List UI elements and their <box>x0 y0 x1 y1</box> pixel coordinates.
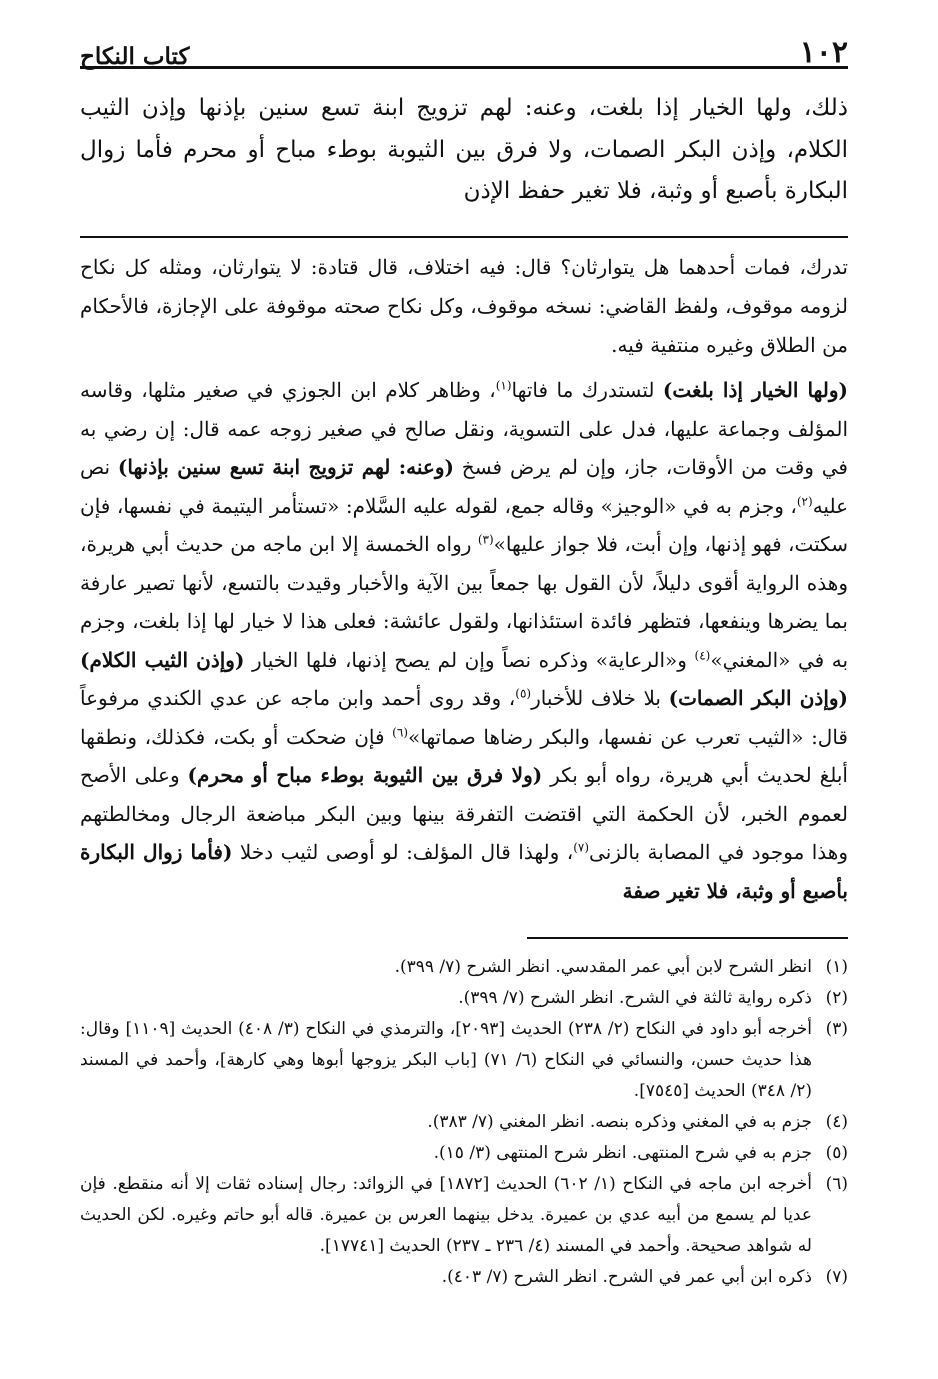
footnote <box>80 1169 848 1262</box>
footnote-text: جزم به في المغني وذكره بنصه. انظر المغني (٧/ ٣٨٣). <box>427 1112 812 1132</box>
footnote-ref: (٥) <box>515 686 532 701</box>
commentary-text: وعلى الأصح لعموم الخبر، لأن الحكمة التي اقتضت التفرقة بينها وبين البكر مباضعة الرجال ومخالطتهم وهذا موجود في المصابة بالزنى <box>80 763 849 864</box>
matn-text: ذلك، ولها الخيار إذا بلغت، وعنه: لهم تزويج ابنة تسع سنين بإذنها وإذن الثيب الكلام، وإذن البكر الصمات، ولا فرق بين الثيوبة بوطء مباح أو محرم فأما زوال البكارة بأصبع أو وثبة، فلا تغير حفظ الإذن <box>80 95 848 204</box>
footnote-ref: (٣) <box>477 532 494 547</box>
matn-quote: (وعنه: لهم تزويج ابنة تسع سنين بإذنها) <box>117 455 454 479</box>
matn-quote: (وإذن الثيب الكلام) <box>80 647 245 672</box>
footnote-number: (٥) <box>825 1143 848 1163</box>
commentary-text: لتستدرك ما فاتها <box>511 378 663 402</box>
footnote <box>80 952 848 983</box>
header-rule <box>80 66 848 69</box>
matn-quote: (فأما زوال البكارة بأصبع أو وثبة، فلا تغير صفة <box>80 840 848 903</box>
matn-quote: (ولها الخيار إذا بلغت) <box>662 378 848 402</box>
footnote-text: أخرجه أبو داود في النكاح (٢/ ٢٣٨) الحديث [٢٠٩٣]، والترمذي في النكاح (٣/ ٤٠٨) الحديث [١١٠٩] وقال: هذا حديث حسن، والنسائي في النكاح (٦/ ٧١) [باب البكر يزوجها أبوها وهي كارهة]، وأحمد في المسند (٢/ ٣٤٨) الحديث [٧٥٤٥]. <box>80 1019 813 1101</box>
footnote <box>80 1014 848 1107</box>
matn-quote: (ولا فرق بين الثيوبة بوطء مباح أو محرم) <box>187 763 543 787</box>
footnote-number: (٤) <box>825 1112 848 1132</box>
commentary-text: فإن ضحكت أو بكت، فكذلك، ونطقها أبلغ لحديث أبي هريرة، رواه أبو بكر <box>80 724 848 787</box>
commentary-text: رواه الخمسة إلا ابن ماجه من حديث أبي هريرة، وهذه الرواية أقوى دليلاً، لأن القول بها جمعاً بين الآية والأخبار وقيدت بالتسع، لأنها تصير عارفة بما يضرها وينفعها، فتظهر فائدة استئذانها، ولقول عائشة: فعلى هذا لا خيار لها إذا بلغت، وجزم به في «المغني» <box>80 532 849 672</box>
commentary-text: ، وقد روى أحمد وابن ماجه عن عدي الكندي مرفوعاً قال: «الثيب تعرب عن نفسها، والبكر رضاها صماتها» <box>80 686 848 749</box>
footnote-text: ذكره ابن أبي عمر في الشرح. انظر الشرح (٧/ ٤٠٣). <box>441 1267 812 1287</box>
footnote-ref: (٢) <box>796 493 813 508</box>
footnote-ref: (٧) <box>573 840 590 855</box>
footnote-number: (٢) <box>825 988 848 1008</box>
commentary-text: و«الرعاية» وذكره نصاً وإن لم يصح إذنها، فلها الخيار <box>244 647 695 672</box>
footnote <box>80 983 848 1014</box>
footnote-number: (١) <box>825 957 848 977</box>
footnote-number: (٦) <box>825 1174 848 1194</box>
commentary-text: نص عليه <box>80 455 848 518</box>
commentary-text: ، وظاهر كلام ابن الجوزي في صغير مثلها، وقاسه المؤلف وجماعة عليها، فدل على التسوية، ونقل صالح في صغير زوجه عمه قال: إن رضي به في وقت من الأوقات، جاز، وإن لم يرض فسخ <box>80 378 848 479</box>
footnote-number: (٧) <box>825 1267 848 1287</box>
footnote-number: (٣) <box>825 1019 848 1039</box>
footnote <box>80 1262 848 1293</box>
footnote-separator <box>527 937 848 939</box>
footnote-text: جزم به في شرح المنتهى. انظر شرح المنتهى (٣/ ١٥). <box>433 1143 812 1163</box>
commentary-text: ، وجزم به في «الوجيز» وقاله جمع، لقوله عليه السَّلام: «تستأمر اليتيمة في نفسها، فإن سكتت، فهو إذنها، وإن أبت، فلا جواز عليها» <box>80 493 848 556</box>
page-header <box>80 24 848 68</box>
footnotes <box>80 952 848 1293</box>
commentary-text: بلا خلاف للأخبار <box>531 686 669 710</box>
footnote-ref: (١) <box>495 378 512 393</box>
footnote <box>80 1107 848 1138</box>
footnote-ref: (٦) <box>392 724 408 739</box>
matn-separator <box>80 236 848 238</box>
footnote-text: انظر الشرح لابن أبي عمر المقدسي. انظر الشرح (٧/ ٣٩٩). <box>394 957 812 977</box>
sharh-paragraph-1: تدرك، فمات أحدهما هل يتوارثان؟ قال: فيه اختلاف، قال قتادة: لا يتوارثان، ومثله كل نكاح لزومه موقوف، ولفظ القاضي: نسخه موقوف، وكل نكاح صحته موقوفة على الإجازة، فالأحكام من الطلاق وغيره منتفية فيه. <box>80 255 848 357</box>
matn-quote: (وإذن البكر الصمات) <box>668 686 849 710</box>
commentary-text: ، ولهذا قال المؤلف: لو أوصى لثيب دخلا <box>232 840 574 864</box>
sharh-paragraph-2 <box>80 371 848 910</box>
footnote-ref: (٤) <box>694 647 711 662</box>
running-title: كتاب النكاح <box>80 43 190 70</box>
footnote-text: ذكره رواية ثالثة في الشرح. انظر الشرح (٧/ ٣٩٩). <box>458 988 812 1008</box>
footnote-text: أخرجه ابن ماجه في النكاح (١/ ٦٠٢) الحديث [١٨٧٢] في الزوائد: رجال إسناده ثقات إلا أنه منقطع. فإن عديا لم يسمع من أبيه عدي بن عميرة. يدخل بينهما العرس بن عميرة. قاله أبو حاتم وغيره. لكن الحديث له شواهد صحيحة. وأحمد في المسند (٤/ ٢٣٦ ـ ٢٣٧) الحديث [١٧٧٤١]. <box>80 1174 813 1256</box>
footnote <box>80 1138 848 1169</box>
page-number: ١٠٢ <box>799 35 848 70</box>
